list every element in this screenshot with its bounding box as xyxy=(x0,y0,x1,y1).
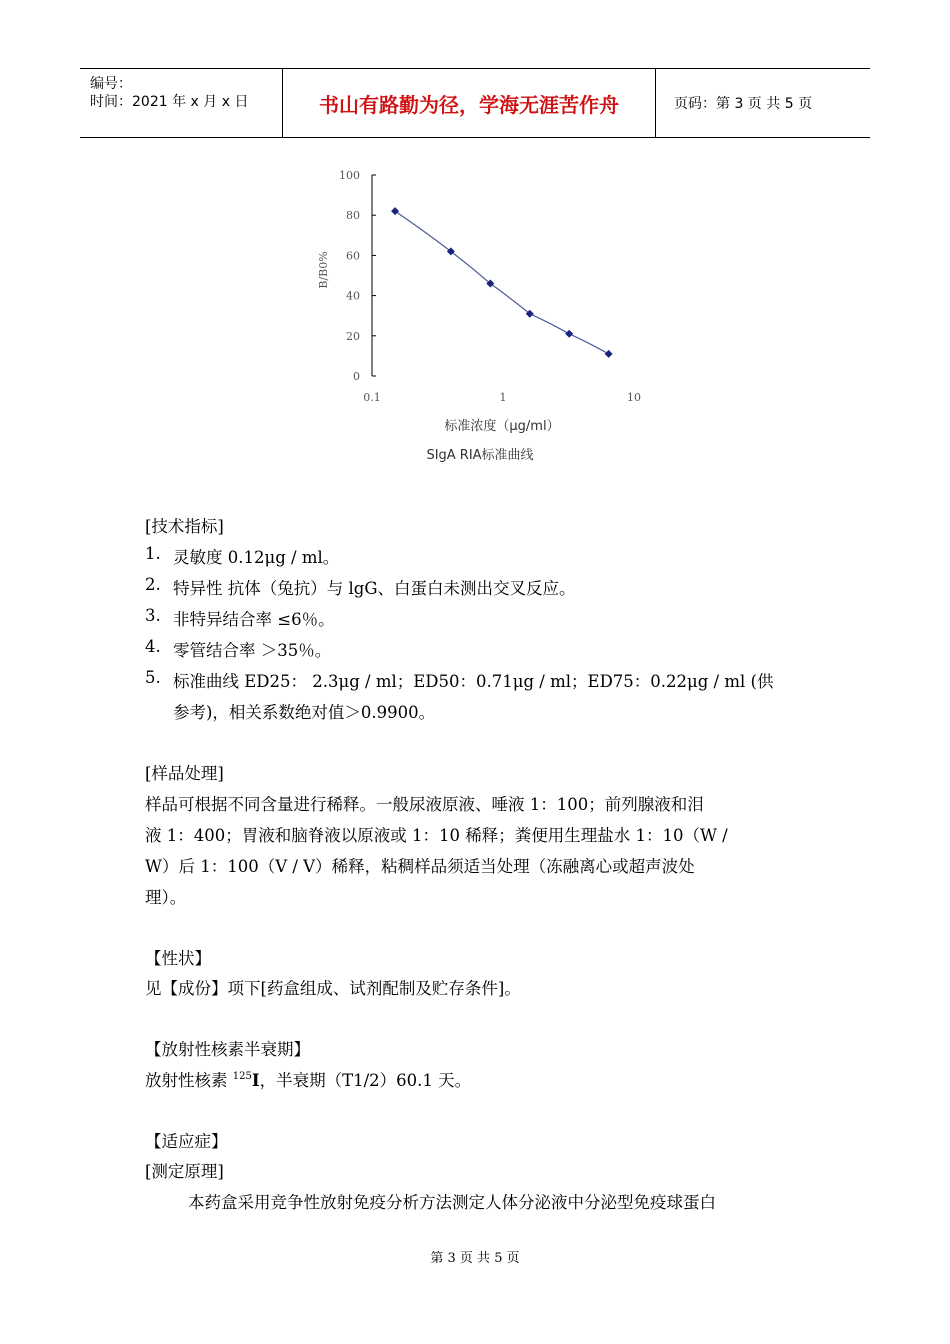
sample-line: 理）。 xyxy=(145,888,187,907)
isotope-element: I xyxy=(251,1071,260,1090)
header-page xyxy=(664,69,870,137)
tech-item: 特异性 抗体（兔抗）与 lgG、白蛋白未测出交叉反应。 xyxy=(173,579,576,598)
halflife-prefix: 放射性核素 xyxy=(145,1071,233,1090)
x-tick-labels xyxy=(363,391,641,404)
y-tick-label: 20 xyxy=(346,329,360,343)
tech-item-num: 3. xyxy=(145,606,161,625)
tech-item: 非特异结合率 ≤6％。 xyxy=(173,610,335,629)
principle-text: 本药盒采用竞争性放射免疫分析方法测定人体分泌液中分泌型免疫球蛋白 xyxy=(188,1193,716,1212)
y-tick-label: 60 xyxy=(346,249,360,263)
sample-line: 液 1：400；胃液和脑脊液以原液或 1：10 稀释；粪便用生理盐水 1：10（W / xyxy=(145,826,728,845)
x-tick-label: 1 xyxy=(499,391,507,404)
data-point xyxy=(565,330,573,338)
y-tick-label: 100 xyxy=(339,169,360,182)
halflife-suffix: ，半衰期（T1/2）60.1 天。 xyxy=(259,1071,472,1090)
series-line xyxy=(395,211,609,354)
chart-title: SIgA RIA标准曲线 xyxy=(426,448,534,463)
header-page-label: 页码：第 3 页 共 5 页 xyxy=(674,96,813,112)
header-meta xyxy=(80,69,283,137)
indication-heading: 【适应症】 xyxy=(145,1132,228,1151)
data-point xyxy=(605,350,613,358)
sample-line: 样品可根据不同含量进行稀释。一般尿液原液、唾液 1：100；前列腺液和泪 xyxy=(145,795,704,814)
tech-item-num: 2. xyxy=(145,575,161,594)
tech-item: 零管结合率 ＞35％。 xyxy=(173,641,332,660)
chart-axes xyxy=(372,175,376,376)
sample-line: W）后 1：100（V / V）稀释，粘稠样品须适当处理（冻融离心或超声波处 xyxy=(145,857,695,876)
x-tick-label: 0.1 xyxy=(363,391,381,404)
tech-item-num: 4. xyxy=(145,637,161,656)
tech-heading: [技术指标] xyxy=(145,517,224,536)
tech-item: 标准曲线 ED25： 2.3μg / ml；ED50：0.71μg / ml；ED75：0.22μg / ml (供 xyxy=(173,672,774,691)
y-tick-labels xyxy=(339,169,360,383)
doc-time: 时间：2021 年 x 月 x 日 xyxy=(90,94,249,110)
standard-curve-chart xyxy=(300,160,660,470)
doc-number: 编号： xyxy=(90,76,132,92)
isotope-mass: 125 xyxy=(232,1071,252,1082)
x-axis-label: 标准浓度（μg/ml） xyxy=(444,419,560,434)
sample-heading: [样品处理] xyxy=(145,764,224,783)
y-tick-label: 80 xyxy=(346,209,360,223)
traits-text: 见【成份】项下[药盒组成、试剂配制及贮存条件]。 xyxy=(145,979,521,998)
traits-heading: 【性状】 xyxy=(145,949,211,968)
y-axis-label: B/B0% xyxy=(317,251,330,289)
tech-item-num: 5. xyxy=(145,668,161,687)
page-footer: 第 3 页 共 5 页 xyxy=(430,1251,520,1266)
y-tick-label: 0 xyxy=(353,370,360,383)
y-tick-label: 40 xyxy=(346,289,360,303)
page-header xyxy=(80,68,870,138)
data-point xyxy=(391,207,399,215)
halflife-text xyxy=(145,1067,471,1091)
principle-heading: [测定原理] xyxy=(145,1162,224,1181)
header-motto: 书山有路勤为径，学海无涯苦作舟 xyxy=(283,69,656,137)
x-tick-label: 10 xyxy=(627,391,641,404)
halflife-heading: 【放射性核素半衰期】 xyxy=(145,1040,310,1059)
tech-item: 灵敏度 0.12μg / ml。 xyxy=(173,548,340,567)
tech-item-continued: 参考)，相关系数绝对值＞0.9900。 xyxy=(173,703,436,722)
data-points xyxy=(391,207,613,358)
tech-item-num: 1. xyxy=(145,544,161,563)
